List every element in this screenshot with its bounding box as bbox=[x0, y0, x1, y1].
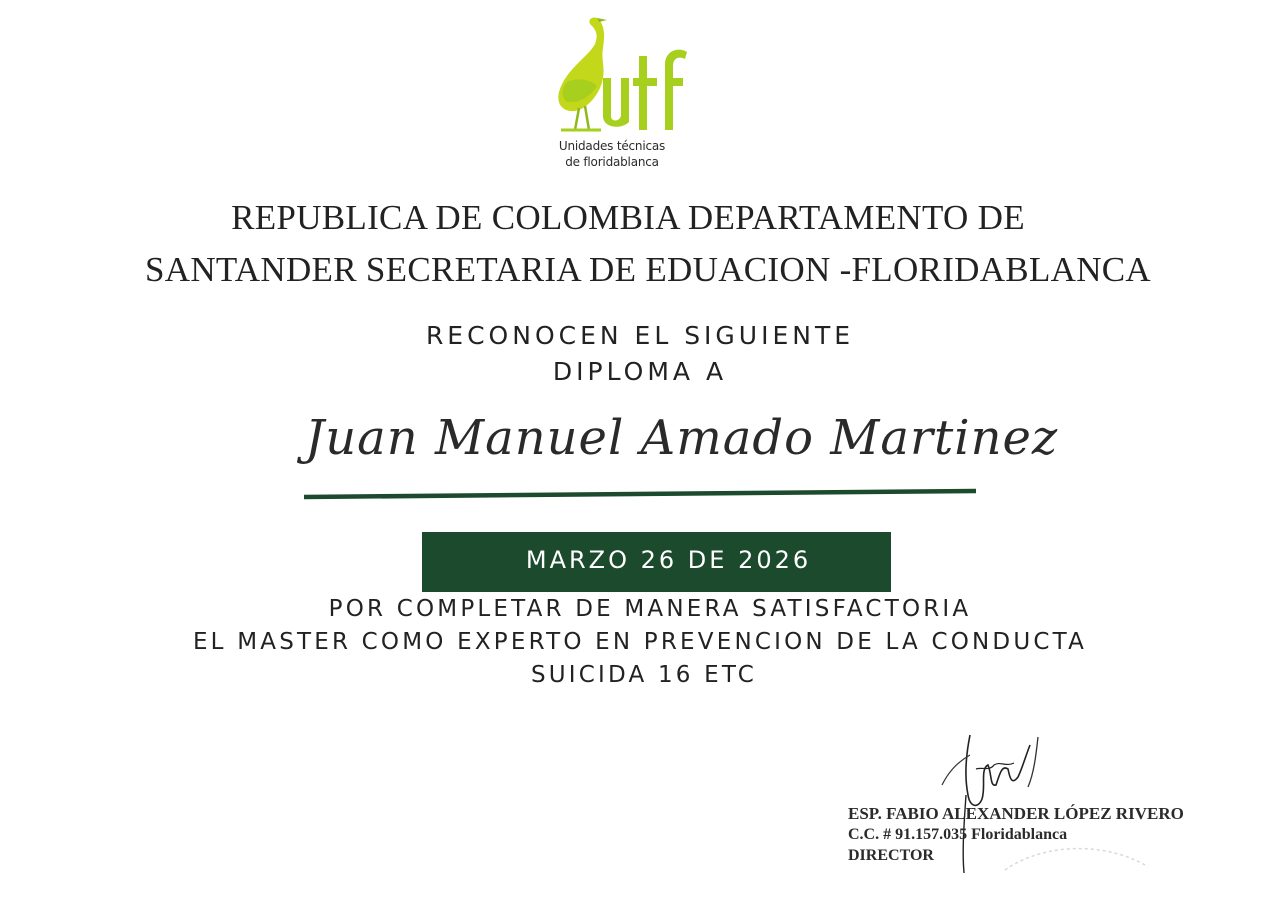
recognition-line1: RECONOCEN EL SIGUIENTE bbox=[425, 321, 855, 350]
issue-date: MARZO 26 DE 2026 bbox=[525, 546, 812, 574]
recognition-line2: DIPLOMA A bbox=[552, 357, 728, 386]
institution-heading-line1: REPUBLICA DE COLOMBIA DEPARTAMENTO DE bbox=[231, 198, 1025, 237]
institution-heading-line2: SANTANDER SECRETARIA DE EDUACION -FLORIDABLANCA bbox=[145, 250, 1151, 289]
description-line3: SUICIDA 16 ETC bbox=[530, 662, 758, 688]
signatory-id: C.C. # 91.157.035 Floridablanca bbox=[848, 826, 1068, 843]
logo-subtitle-line2: de floridablanca bbox=[565, 155, 659, 169]
signatory-role: DIRECTOR bbox=[848, 847, 934, 864]
date-banner bbox=[422, 532, 891, 592]
description-line2: EL MASTER COMO EXPERTO EN PREVENCION DE LA CONDUCTA bbox=[192, 629, 1088, 655]
utf-logo bbox=[545, 12, 705, 182]
heron-bird-icon bbox=[545, 12, 705, 142]
logo-subtitle-line1: Unidades técnicas bbox=[558, 139, 666, 153]
signatory-name: ESP. FABIO ALEXANDER LÓPEZ RIVERO bbox=[848, 804, 1184, 823]
name-underline bbox=[304, 488, 976, 500]
description-line1: POR COMPLETAR DE MANERA SATISFACTORIA bbox=[328, 596, 972, 622]
recipient-name: Juan Manuel Amado Martinez bbox=[305, 410, 1059, 466]
